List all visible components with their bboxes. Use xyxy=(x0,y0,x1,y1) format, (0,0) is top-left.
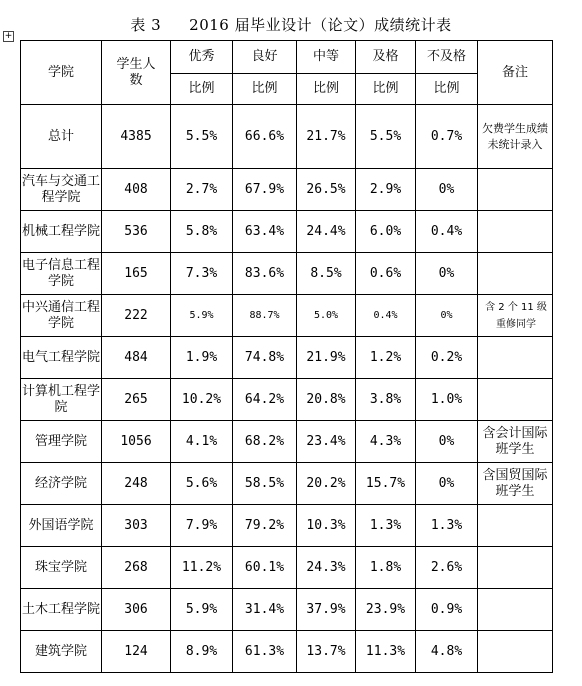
remark-cell xyxy=(478,211,553,253)
medium-cell: 37.9% xyxy=(297,589,356,631)
pass-cell: 3.8% xyxy=(356,379,416,421)
medium-cell: 8.5% xyxy=(297,253,356,295)
table-caption xyxy=(0,14,582,35)
medium-cell: 24.4% xyxy=(297,211,356,253)
good-cell: 61.3% xyxy=(233,631,297,673)
remark-cell: 含 2 个 11 级重修同学 xyxy=(478,295,553,337)
table-row xyxy=(21,211,553,253)
college-cell: 机械工程学院 xyxy=(21,211,102,253)
college-cell: 建筑学院 xyxy=(21,631,102,673)
table-title: 2016 届毕业设计（论文）成绩统计表 xyxy=(189,16,452,34)
fail-cell: 1.0% xyxy=(416,379,478,421)
students-cell: 124 xyxy=(102,631,171,673)
fail-cell: 0.4% xyxy=(416,211,478,253)
good-cell: 83.6% xyxy=(233,253,297,295)
table-row xyxy=(21,631,553,673)
table-row xyxy=(21,105,553,169)
excellent-cell: 7.9% xyxy=(171,505,233,547)
college-cell: 总计 xyxy=(21,105,102,169)
excellent-cell: 5.9% xyxy=(171,295,233,337)
medium-cell: 20.8% xyxy=(297,379,356,421)
college-cell: 经济学院 xyxy=(21,463,102,505)
medium-cell: 24.3% xyxy=(297,547,356,589)
remark-cell xyxy=(478,253,553,295)
header-ratio: 比例 xyxy=(171,74,233,105)
fail-cell: 0% xyxy=(416,253,478,295)
college-cell: 电气工程学院 xyxy=(21,337,102,379)
header-ratio: 比例 xyxy=(297,74,356,105)
header-college: 学院 xyxy=(21,41,102,105)
pass-cell: 1.2% xyxy=(356,337,416,379)
pass-cell: 0.6% xyxy=(356,253,416,295)
fail-cell: 0.9% xyxy=(416,589,478,631)
fail-cell: 0% xyxy=(416,169,478,211)
medium-cell: 13.7% xyxy=(297,631,356,673)
excellent-cell: 1.9% xyxy=(171,337,233,379)
fail-cell: 0.2% xyxy=(416,337,478,379)
header-pass: 及格 xyxy=(356,41,416,74)
header-medium: 中等 xyxy=(297,41,356,74)
students-cell: 268 xyxy=(102,547,171,589)
pass-cell: 1.8% xyxy=(356,547,416,589)
good-cell: 58.5% xyxy=(233,463,297,505)
pass-cell: 2.9% xyxy=(356,169,416,211)
pass-cell: 23.9% xyxy=(356,589,416,631)
excellent-cell: 2.7% xyxy=(171,169,233,211)
header-excellent: 优秀 xyxy=(171,41,233,74)
medium-cell: 26.5% xyxy=(297,169,356,211)
fail-cell: 0% xyxy=(416,295,478,337)
students-cell: 222 xyxy=(102,295,171,337)
students-cell: 165 xyxy=(102,253,171,295)
college-cell: 汽车与交通工程学院 xyxy=(21,169,102,211)
fail-cell: 0% xyxy=(416,463,478,505)
table-row xyxy=(21,379,553,421)
table-row xyxy=(21,505,553,547)
pass-cell: 5.5% xyxy=(356,105,416,169)
students-cell: 1056 xyxy=(102,421,171,463)
excellent-cell: 8.9% xyxy=(171,631,233,673)
fail-cell: 4.8% xyxy=(416,631,478,673)
excellent-cell: 10.2% xyxy=(171,379,233,421)
pass-cell: 15.7% xyxy=(356,463,416,505)
good-cell: 63.4% xyxy=(233,211,297,253)
good-cell: 31.4% xyxy=(233,589,297,631)
good-cell: 74.8% xyxy=(233,337,297,379)
excellent-cell: 5.8% xyxy=(171,211,233,253)
students-cell: 248 xyxy=(102,463,171,505)
remark-cell: 含会计国际班学生 xyxy=(478,421,553,463)
excellent-cell: 5.5% xyxy=(171,105,233,169)
remark-cell xyxy=(478,547,553,589)
header-fail: 不及格 xyxy=(416,41,478,74)
table-move-handle-icon[interactable]: + xyxy=(4,31,13,41)
good-cell: 66.6% xyxy=(233,105,297,169)
good-cell: 67.9% xyxy=(233,169,297,211)
good-cell: 79.2% xyxy=(233,505,297,547)
table-row xyxy=(21,463,553,505)
students-cell: 265 xyxy=(102,379,171,421)
college-cell: 土木工程学院 xyxy=(21,589,102,631)
good-cell: 60.1% xyxy=(233,547,297,589)
header-students: 学生人数 xyxy=(102,41,171,105)
header-remark: 备注 xyxy=(478,41,553,105)
pass-cell: 0.4% xyxy=(356,295,416,337)
pass-cell: 6.0% xyxy=(356,211,416,253)
remark-cell xyxy=(478,337,553,379)
good-cell: 64.2% xyxy=(233,379,297,421)
students-cell: 306 xyxy=(102,589,171,631)
fail-cell: 1.3% xyxy=(416,505,478,547)
table-row xyxy=(21,547,553,589)
students-cell: 484 xyxy=(102,337,171,379)
remark-cell: 含国贸国际班学生 xyxy=(478,463,553,505)
fail-cell: 0% xyxy=(416,421,478,463)
students-cell: 536 xyxy=(102,211,171,253)
medium-cell: 21.7% xyxy=(297,105,356,169)
pass-cell: 4.3% xyxy=(356,421,416,463)
header-ratio: 比例 xyxy=(233,74,297,105)
table-row xyxy=(21,253,553,295)
table-row xyxy=(21,169,553,211)
remark-cell xyxy=(478,631,553,673)
good-cell: 68.2% xyxy=(233,421,297,463)
header-row-grades xyxy=(21,41,553,74)
medium-cell: 23.4% xyxy=(297,421,356,463)
grade-statistics-table xyxy=(20,40,553,673)
excellent-cell: 4.1% xyxy=(171,421,233,463)
table-row xyxy=(21,337,553,379)
remark-cell: 欠费学生成绩未统计录入 xyxy=(478,105,553,169)
table-number: 表 3 xyxy=(130,16,162,34)
college-cell: 电子信息工程学院 xyxy=(21,253,102,295)
good-cell: 88.7% xyxy=(233,295,297,337)
header-good: 良好 xyxy=(233,41,297,74)
medium-cell: 20.2% xyxy=(297,463,356,505)
medium-cell: 5.0% xyxy=(297,295,356,337)
students-cell: 4385 xyxy=(102,105,171,169)
table-row xyxy=(21,421,553,463)
remark-cell xyxy=(478,379,553,421)
students-cell: 408 xyxy=(102,169,171,211)
college-cell: 计算机工程学院 xyxy=(21,379,102,421)
college-cell: 管理学院 xyxy=(21,421,102,463)
remark-cell xyxy=(478,169,553,211)
excellent-cell: 5.6% xyxy=(171,463,233,505)
students-cell: 303 xyxy=(102,505,171,547)
remark-cell xyxy=(478,505,553,547)
table-row xyxy=(21,295,553,337)
college-cell: 中兴通信工程学院 xyxy=(21,295,102,337)
header-ratio: 比例 xyxy=(416,74,478,105)
medium-cell: 10.3% xyxy=(297,505,356,547)
excellent-cell: 11.2% xyxy=(171,547,233,589)
fail-cell: 0.7% xyxy=(416,105,478,169)
medium-cell: 21.9% xyxy=(297,337,356,379)
table-row xyxy=(21,589,553,631)
fail-cell: 2.6% xyxy=(416,547,478,589)
excellent-cell: 5.9% xyxy=(171,589,233,631)
college-cell: 外国语学院 xyxy=(21,505,102,547)
pass-cell: 11.3% xyxy=(356,631,416,673)
remark-cell xyxy=(478,589,553,631)
pass-cell: 1.3% xyxy=(356,505,416,547)
header-ratio: 比例 xyxy=(356,74,416,105)
college-cell: 珠宝学院 xyxy=(21,547,102,589)
excellent-cell: 7.3% xyxy=(171,253,233,295)
